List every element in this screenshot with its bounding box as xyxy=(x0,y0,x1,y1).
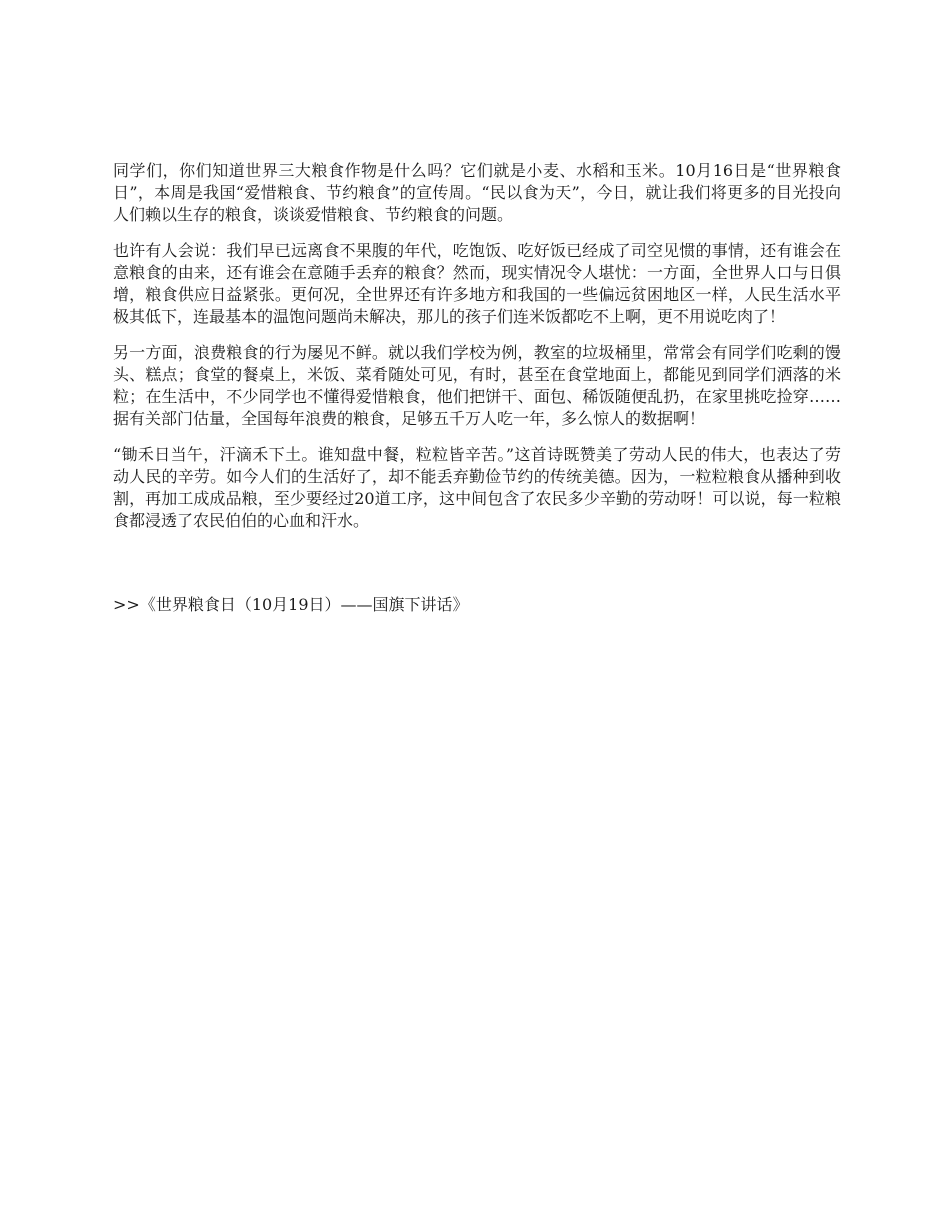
related-article-link[interactable]: >>《世界粮食日（10月19日）——国旗下讲话》 xyxy=(113,595,469,614)
paragraph-reality: 也许有人会说：我们早已远离食不果腹的年代，吃饱饭、吃好饭已经成了司空见惯的事情，还有谁会在意粮食的由来，还有谁会在意随手丢弃的粮食？然而，现实情况令人堪忧：一方面，全世界人口与日俱增，粮食供应日益紧张。更何况，全世界还有许多地方和我国的一些偏远贫困地区一样，人民生活水平极其低下，连最基本的温饱问题尚未解决，那儿的孩子们连米饭都吃不上啊，更不用说吃肉了！ xyxy=(113,241,841,326)
paragraph-intro: 同学们，你们知道世界三大粮食作物是什么吗？它们就是小麦、水稻和玉米。10月16日是“世界粮食日”，本周是我国“爱惜粮食、节约粮食”的宣传周。“民以食为天”，今日，就让我们将更多的目光投向人们赖以生存的粮食，谈谈爱惜粮食、节约粮食的问题。 xyxy=(113,161,841,224)
article-body xyxy=(113,160,841,616)
paragraph-poem: “锄禾日当午，汗滴禾下土。谁知盘中餐，粒粒皆辛苦。”这首诗既赞美了劳动人民的伟大，也表达了劳动人民的辛劳。如今人们的生活好了，却不能丢弃勤俭节约的传统美德。因为，一粒粒粮食从播种到收割，再加工成成品粮，至少要经过20道工序，这中间包含了农民多少辛勤的劳动呀！可以说，每一粒粮食都浸透了农民伯伯的心血和汗水。 xyxy=(113,445,841,530)
paragraph-waste: 另一方面，浪费粮食的行为屡见不鲜。就以我们学校为例，教室的垃圾桶里，常常会有同学们吃剩的馒头、糕点；食堂的餐桌上，米饭、菜肴随处可见，有时，甚至在食堂地面上，都能见到同学们洒落的米粒；在生活中，不少同学也不懂得爱惜粮食，他们把饼干、面包、稀饭随便乱扔，在家里挑吃捡穿……据有关部门估量，全国每年浪费的粮食，足够五千万人吃一年，多么惊人的数据啊！ xyxy=(113,343,841,428)
